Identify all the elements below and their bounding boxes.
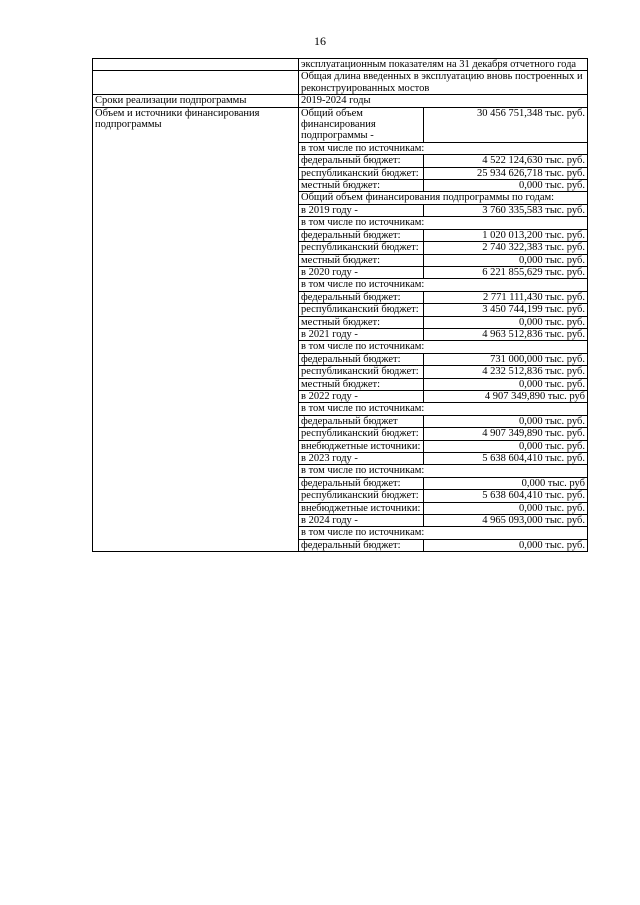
financing-source-label: федеральный бюджет: bbox=[299, 539, 424, 551]
financing-subheading: в том числе по источникам: bbox=[299, 279, 588, 291]
financing-amount: 0,000 тыс. руб. bbox=[424, 180, 588, 192]
financing-source-label: Общий объем финансирования подпрограммы - bbox=[299, 107, 424, 142]
financing-amount: 0,000 тыс. руб bbox=[424, 477, 588, 489]
financing-amount: 4 232 512,836 тыс. руб. bbox=[424, 366, 588, 378]
financing-source-label: федеральный бюджет: bbox=[299, 353, 424, 365]
financing-amount: 2 771 111,430 тыс. руб. bbox=[424, 291, 588, 303]
financing-row bbox=[93, 107, 588, 142]
financing-subheading: Общий объем финансирования подпрограммы по годам: bbox=[299, 192, 588, 204]
table-row bbox=[93, 59, 588, 71]
financing-source-label: в 2022 году - bbox=[299, 390, 424, 402]
financing-amount: 0,000 тыс. руб. bbox=[424, 316, 588, 328]
financing-amount: 5 638 604,410 тыс. руб. bbox=[424, 453, 588, 465]
row-value-cell: эксплуатационным показателям на 31 декабря отчетного года bbox=[299, 59, 588, 71]
financing-amount: 4 522 124,630 тыс. руб. bbox=[424, 155, 588, 167]
financing-amount: 4 907 349,890 тыс. руб bbox=[424, 390, 588, 402]
financing-source-label: республиканский бюджет: bbox=[299, 490, 424, 502]
financing-source-label: республиканский бюджет: bbox=[299, 242, 424, 254]
financing-source-label: местный бюджет: bbox=[299, 316, 424, 328]
financing-amount: 3 450 744,199 тыс. руб. bbox=[424, 304, 588, 316]
row-label-cell: Сроки реализации подпрограммы bbox=[93, 95, 299, 107]
financing-label-cell: Объем и источники финансирования подпрограммы bbox=[93, 107, 299, 552]
financing-source-label: в 2024 году - bbox=[299, 515, 424, 527]
financing-source-label: республиканский бюджет: bbox=[299, 428, 424, 440]
financing-amount: 6 221 855,629 тыс. руб. bbox=[424, 266, 588, 278]
financing-source-label: федеральный бюджет bbox=[299, 415, 424, 427]
financing-amount: 4 963 512,836 тыс. руб. bbox=[424, 328, 588, 340]
financing-amount: 0,000 тыс. руб. bbox=[424, 502, 588, 514]
financing-source-label: федеральный бюджет: bbox=[299, 477, 424, 489]
financing-amount: 25 934 626,718 тыс. руб. bbox=[424, 167, 588, 179]
financing-amount: 4 907 349,890 тыс. руб. bbox=[424, 428, 588, 440]
financing-amount: 0,000 тыс. руб. bbox=[424, 378, 588, 390]
financing-source-label: федеральный бюджет: bbox=[299, 155, 424, 167]
financing-amount: 0,000 тыс. руб. bbox=[424, 440, 588, 452]
financing-source-label: республиканский бюджет: bbox=[299, 366, 424, 378]
financing-amount: 30 456 751,348 тыс. руб. bbox=[424, 107, 588, 142]
financing-source-label: местный бюджет: bbox=[299, 254, 424, 266]
financing-amount: 0,000 тыс. руб. bbox=[424, 539, 588, 551]
financing-source-label: в 2020 году - bbox=[299, 266, 424, 278]
row-label-cell bbox=[93, 71, 299, 95]
financing-subheading: в том числе по источникам: bbox=[299, 527, 588, 539]
subprogram-passport-table bbox=[92, 58, 588, 552]
page-number: 16 bbox=[314, 34, 326, 48]
row-value-cell: Общая длина введенных в эксплуатацию вновь построенных и реконструированных мостов bbox=[299, 71, 588, 95]
financing-subheading: в том числе по источникам: bbox=[299, 403, 588, 415]
financing-amount: 2 740 322,383 тыс. руб. bbox=[424, 242, 588, 254]
financing-subheading: в том числе по источникам: bbox=[299, 142, 588, 154]
financing-amount: 731 000,000 тыс. руб. bbox=[424, 353, 588, 365]
financing-source-label: в 2019 году - bbox=[299, 204, 424, 216]
financing-subheading: в том числе по источникам: bbox=[299, 341, 588, 353]
financing-source-label: внебюджетные источники: bbox=[299, 440, 424, 452]
financing-amount: 0,000 тыс. руб. bbox=[424, 415, 588, 427]
financing-source-label: федеральный бюджет: bbox=[299, 291, 424, 303]
financing-source-label: внебюджетные источники: bbox=[299, 502, 424, 514]
table-row bbox=[93, 95, 588, 107]
financing-amount: 4 965 093,000 тыс. руб. bbox=[424, 515, 588, 527]
financing-source-label: федеральный бюджет: bbox=[299, 229, 424, 241]
financing-source-label: местный бюджет: bbox=[299, 378, 424, 390]
financing-amount: 0,000 тыс. руб. bbox=[424, 254, 588, 266]
row-label-cell bbox=[93, 59, 299, 71]
financing-amount: 1 020 013,200 тыс. руб. bbox=[424, 229, 588, 241]
financing-subheading: в том числе по источникам: bbox=[299, 465, 588, 477]
financing-source-label: республиканский бюджет: bbox=[299, 167, 424, 179]
row-value-cell: 2019-2024 годы bbox=[299, 95, 588, 107]
financing-amount: 3 760 335,583 тыс. руб. bbox=[424, 204, 588, 216]
financing-source-label: республиканский бюджет: bbox=[299, 304, 424, 316]
financing-source-label: местный бюджет: bbox=[299, 180, 424, 192]
financing-source-label: в 2021 году - bbox=[299, 328, 424, 340]
financing-amount: 5 638 604,410 тыс. руб. bbox=[424, 490, 588, 502]
table-row bbox=[93, 71, 588, 95]
financing-subheading: в том числе по источникам: bbox=[299, 217, 588, 229]
financing-source-label: в 2023 году - bbox=[299, 453, 424, 465]
